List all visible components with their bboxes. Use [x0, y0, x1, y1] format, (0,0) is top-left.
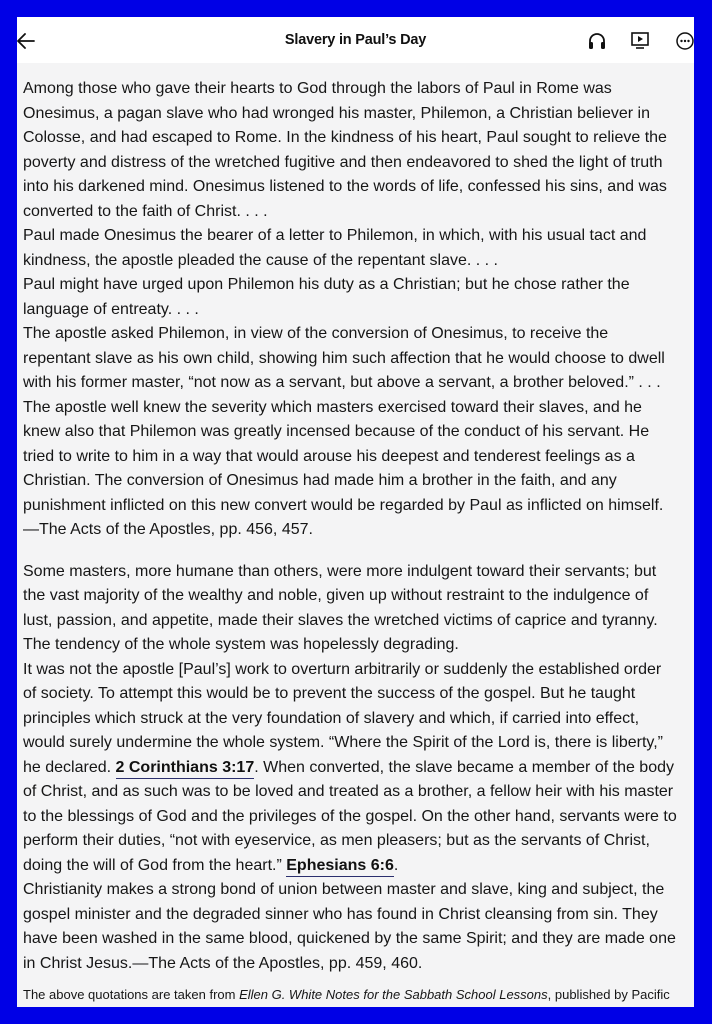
top-bar — [17, 17, 694, 63]
text-line: with his former master, “not now as a servant, but above a servant, a brother beloved.” . . . — [23, 374, 661, 391]
play-screen-icon[interactable] — [629, 31, 651, 51]
text-line: The apostle asked Philemon, in view of the conversion of Onesimus, to receive the — [23, 325, 609, 342]
text-line: tried to write to him in a way that would arouse his deepest and tenderest feelings as a — [23, 447, 635, 465]
book-title: Ellen G. White Notes for the Sabbath School Lessons — [239, 987, 548, 1002]
text-line: Some masters, more humane than others, were more indulgent toward their servants; but — [23, 562, 657, 580]
text-line: of Christ, and as such was to be loved and treated as a brother, a fellow heir with his master — [23, 783, 674, 800]
text-line: Onesimus, a pagan slave who had wronged his master, Philemon, a Christian believer in — [23, 104, 650, 122]
text-line: of society. To attempt this would be to prevent the success of the gospel. But he taught — [23, 685, 636, 702]
text-line: into his darkened mind. Onesimus listened to the words of life, confessed his sins, and was — [23, 178, 667, 195]
text-line: poverty and distress of the wretched fugitive and then endeavored to shed the light of truth — [23, 153, 663, 171]
text-line: Colosse, and had escaped to Rome. In the kindness of his heart, Paul sought to relieve the — [23, 129, 667, 146]
text-line: lust, passion, and appetite, made their slaves the wretched victims of caprice and tyranny. — [23, 611, 658, 629]
text-line: gospel minister and the degraded sinner who has found in Christ cleansing from sin. They — [23, 905, 658, 923]
paragraph-4 — [23, 878, 691, 976]
text-line: have been washed in the same blood, quickened by the same Spirit; and they are made one — [23, 930, 676, 947]
text-line: kindness, the apostle pleaded the cause of the repentant slave. . . . — [23, 251, 498, 269]
scripture-link-2-corinthians[interactable]: 2 Corinthians 3:17 — [116, 759, 255, 779]
text-line: would surely undermine the whole system. “Where the Spirit of the Lord is, there is liberty,” — [23, 734, 663, 751]
paragraph-2 — [23, 560, 691, 756]
text-line: Paul might have urged upon Philemon his duty as a Christian; but he chose rather the — [23, 276, 630, 293]
headphones-icon[interactable] — [586, 31, 608, 51]
scripture-link-ephesians[interactable]: Ephesians 6:6 — [286, 857, 394, 877]
text-line-with-ref: he declared. 2 Corinthians 3:17. When converted, the slave became a member of the body — [23, 756, 691, 781]
text-line: —The Acts of the Apostles, pp. 456, 457. — [23, 521, 313, 538]
paragraph-1 — [23, 77, 691, 543]
text-line: principles which struck at the very foundation of slavery and which, if carried into effect, — [23, 709, 640, 727]
text-line: punishment inflicted on this new convert would be regarded by Paul as inflicted on himself. — [23, 496, 664, 514]
text-line: the vast majority of the wealthy and noble, given up without restraint to the indulgence of — [23, 587, 649, 604]
text-line: Christianity makes a strong bond of union between master and slave, king and subject, the — [23, 881, 665, 898]
reader-panel — [17, 17, 694, 1007]
text-line: to the blessings of God and the privileges of the gospel. On the other hand, servants were to — [23, 807, 677, 825]
article-body — [23, 77, 691, 976]
text-line: repentant slave as his own child, showing him such affection that he would choose to dwell — [23, 349, 665, 367]
text-line: Christian. The conversion of Onesimus had made him a brother in the faith, and any — [23, 472, 617, 489]
text-line: Among those who gave their hearts to God through the labors of Paul in Rome was — [23, 80, 612, 97]
text-line: perform their duties, “not with eyeservice, as men pleasers; but as the servants of Christ, — [23, 832, 650, 849]
source-note: The above quotations are taken from Ellen G. White Notes for the Sabbath School Lessons, published by Pacific — [23, 987, 670, 1002]
text-line: language of entreaty. . . . — [23, 300, 199, 318]
page-title: Slavery in Paul’s Day — [284, 32, 427, 48]
text-line: in Christ Jesus.—The Acts of the Apostles, pp. 459, 460. — [23, 954, 423, 972]
text-line: It was not the apostle [Paul’s] work to overturn arbitrarily or suddenly the established order — [23, 660, 662, 678]
text-line: The apostle well knew the severity which masters exercised toward their slaves, and he — [23, 398, 642, 416]
text-line-with-ref: doing the will of God from the heart.” Ephesians 6:6. — [23, 854, 691, 879]
text-line: The tendency of the whole system was hopelessly degrading. — [23, 636, 459, 653]
text-line: Paul made Onesimus the bearer of a letter to Philemon, in which, with his usual tact and — [23, 227, 647, 244]
text-line: converted to the faith of Christ. . . . — [23, 202, 268, 220]
more-icon[interactable] — [674, 31, 694, 51]
text-line: knew also that Philemon was greatly incensed because of the conduct of his servant. He — [23, 423, 650, 440]
paragraph-3 — [23, 780, 691, 854]
